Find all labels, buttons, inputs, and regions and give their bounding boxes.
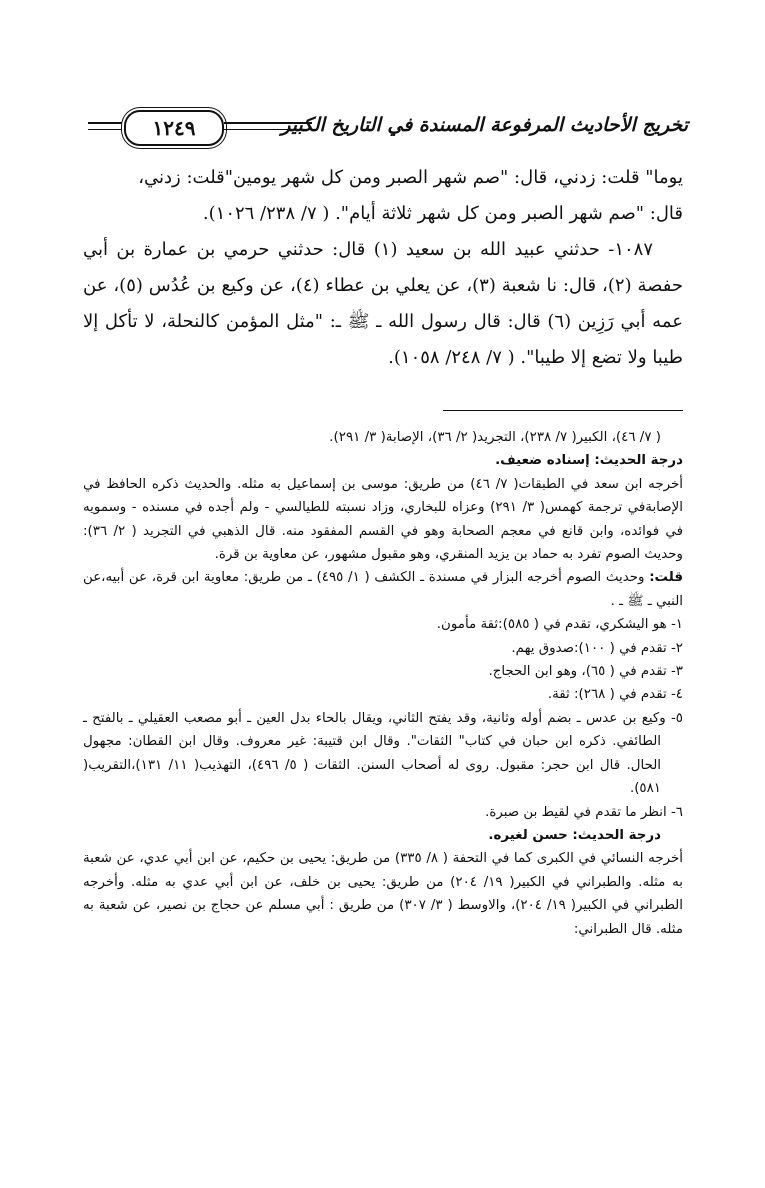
footnote-4: ٤- تقدم في ( ٢٦٨): ثقة. xyxy=(547,687,683,703)
footnote-6: ٦- انظر ما تقدم في لقيط بن صبرة. xyxy=(485,804,683,820)
header-rule-left-top xyxy=(88,122,124,124)
footnote-1: ١- هو اليشكري، تقدم في ( ٥٨٥):ثقة مأمون. xyxy=(436,617,683,633)
header-rule-left-bottom xyxy=(88,129,124,130)
running-title: تخريج الأحاديث المرفوعة المسندة في التاريخ الكبير xyxy=(281,114,688,136)
note-paragraph-2: أخرجه النسائي في الكبرى كما في التحفة ( ٨/ ٣٣٥) من طريق: يحيى بن حكيم، عن ابن أبي عدي، عن شعبة به مثله. والطبراني في الكبير( ١٩/ ٢٠٤) من طريق: يحيى بن خلف، عن ابن أبي عدي به مثله. وأخرجه الطبراني في الكبير( ١٩/ ٢٠٤)، والاوسط ( ٣/ ٣٠٧) من طريق : أبي مسلم عن حجاج بن نصير، عن شعبة به مثله. قال الطبراني: xyxy=(83,851,683,937)
main-text xyxy=(83,160,683,376)
footnote-divider xyxy=(443,410,683,411)
qult-label: قلت: xyxy=(649,570,683,586)
footnote-5: ٥- وكيع بن عدس ـ بضم أوله وثانية، وقد يفتح الثاني، ويقال بالحاء بدل العين ـ أبو مصعب العقيلي ـ بالفتح ـ الطائفي. ذكره ابن حبان في كتاب" الثقات". وقال ابن قتيبة: غير معروف. وقال ابن القطان: مجهول الحال. قال ابن حجر: مقبول. روى له أصحاب السنن. الثقات ( ٥/ ٤٩٦)، التهذيب( ١١/ ١٣١)،التقريب( ٥٨١). xyxy=(83,710,683,797)
footnote-3: ٣- تقدم في ( ٦٥)، وهو ابن الحجاج. xyxy=(488,664,683,680)
grade-label-2: درجة الحديث: حسن لغيره. xyxy=(488,827,661,843)
note-ref-line: ( ٧/ ٤٦)، الكبير( ٧/ ٢٣٨)، التجريد( ٢/ ٣٦)، الإصابة( ٣/ ٢٩١). xyxy=(329,430,661,445)
main-line-2: قال: "صم شهر الصبر ومن كل شهر ثلاثة أيام". ( ٧/ ٢٣٨/ ١٠٢٦). xyxy=(202,203,683,224)
hadith-1087: ١٠٨٧- حدثني عبيد الله بن سعيد (١) قال: حدثني حرمي بن عمارة بن أبي حفصة (٢)، قال: نا شعبة (٣)، عن يعلي بن عطاء (٤)، عن وكيع بن عُدُس (٥)، عن عمه أبي رَزِين (٦) قال: قال رسول الله ـ ﷺ ـ: "مثل المؤمن كالنحلة، لا تأكل إلا طيبا ولا تضع إلا طيبا". ( ٧/ ٢٤٨/ ١٠٥٨). xyxy=(83,239,683,368)
footnote-2: ٢- تقدم في ( ١٠٠):صدوق يهم. xyxy=(511,640,683,656)
page-header xyxy=(88,106,688,152)
qult-text: وحديث الصوم أخرجه البزار في مسندة ـ الكشف ( ١/ ٤٩٥) ـ من طريق: معاوية ابن قرة، عن أبيه،عن النبي ـ ﷺ ـ . xyxy=(83,570,683,609)
note-qult xyxy=(83,566,683,613)
grade-label-1: درجة الحديث: إسناده ضعيف. xyxy=(495,453,683,469)
main-line-1: يوما" قلت: زدني، قال: "صم شهر الصبر ومن كل شهر يومين"قلت: زدني، xyxy=(138,167,683,188)
note-paragraph-1: أخرجه ابن سعد في الطبقات( ٧/ ٤٦) من طريق: موسى بن إسماعيل به مثله. والحديث ذكره الحافظ في الإصابةفي ترجمة كهمس( ٣/ ٢٩١) وعزاه للبخاري، وزاد نسبته للطيالسي - ولم أجده في مسنده - وسمويه في فوائده، وابن قانع في معجم الصحابة وهو في القسم المفقود منه. قال الذهبي في التجريد ( ٢/ ٣٦): وحديث الصوم تفرد به حماد بن يزيد المنقري، وهو مقبول مشهور، عن معاوية بن قرة. xyxy=(83,476,683,563)
page-number: ١٢٤٩ xyxy=(124,110,224,146)
footnotes xyxy=(83,426,683,941)
